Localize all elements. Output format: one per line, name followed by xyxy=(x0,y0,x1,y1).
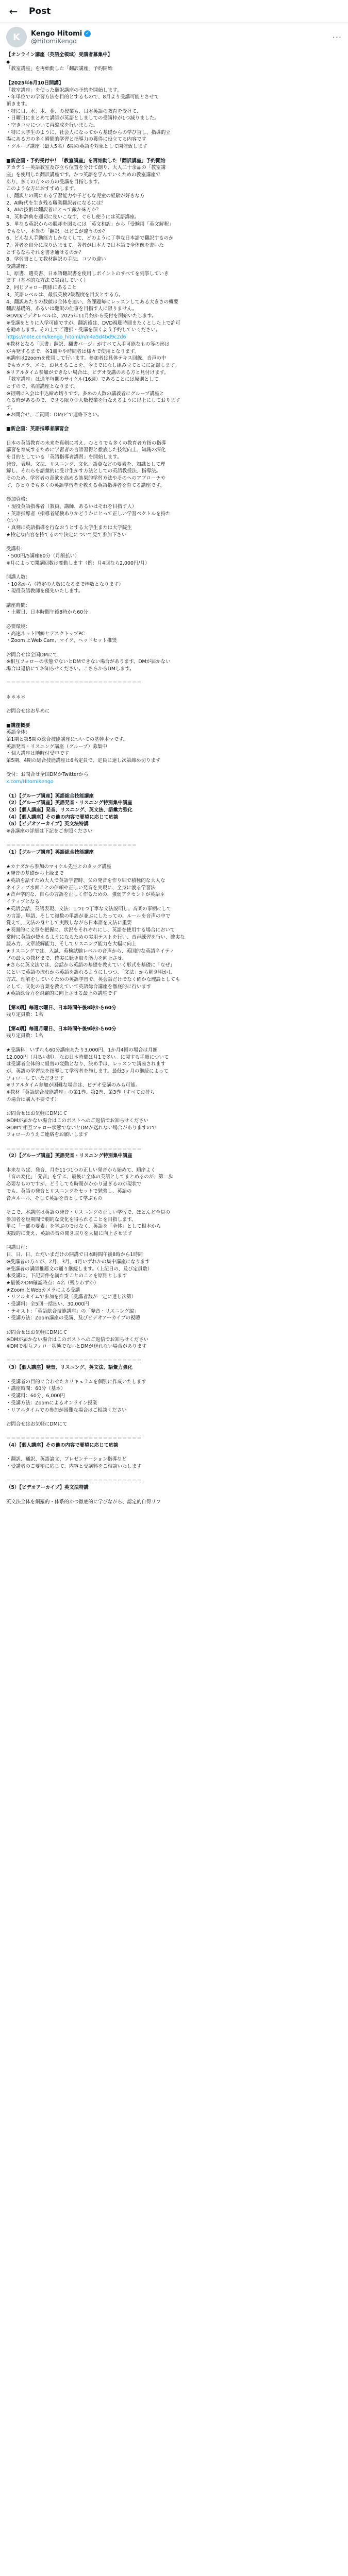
post-text-line: ★カナダから参加のマイケル先生とのタッグ講座 xyxy=(6,863,111,870)
author-meta xyxy=(31,30,91,45)
post-text-line: ・現役英語指導者（教員、講師、あるいはそれを目指す人） xyxy=(6,503,137,510)
post-text-line: ・リアルタイムで参加を推奨（受講者数が一定に達し次第） xyxy=(6,1294,137,1300)
post-text-line: ・グループ講座（最大5名）6期の英語を対象として開催致します xyxy=(6,144,147,150)
avatar-initial: K xyxy=(13,31,20,43)
post-text-line: 残り定員数：1名 xyxy=(6,1033,43,1039)
post-text-line: ※各講座の詳細は下記をご参照ください xyxy=(6,828,93,835)
post-text-line: お問合せはお気軽にDMにて xyxy=(6,1421,68,1427)
post-text-line: （2）【グループ講座】英語発音・リスニング特別集中講座 xyxy=(6,1153,132,1159)
post-text-line: ※講座は2zoomを使用して行います。参加者は具体テキス回線、音声の中 xyxy=(6,355,167,362)
post-text-line: 2、同じフォロー関係にあること xyxy=(6,285,77,291)
post-text-line: ・受講者のご要望に応じて、内容と受講料をご相談いたします xyxy=(6,1464,142,1470)
post-text-line: ■新企画：英語指導者講習会 xyxy=(6,426,69,432)
post-text-line: 3、英語レベルは、最低英検2級程度を目安とする方。 xyxy=(6,292,124,298)
post-text-line xyxy=(6,765,342,772)
post-text-line: 残り定員数：1名 xyxy=(6,1012,43,1018)
post-text-line: ・受講方法：Zoom講座の受講、及びビデオアーカイブの視聴 xyxy=(6,1315,140,1321)
post-text-line: イティブとなる xyxy=(6,899,40,905)
post-text-line: 2、AI時代を生き残る職業翻訳者になるには？ xyxy=(6,200,106,206)
post-text-line: とするならそれを書き通せるのか？ xyxy=(6,249,84,256)
post-text-line xyxy=(6,1470,342,1478)
post-text-line xyxy=(6,645,342,652)
post-text-line: ★表面的に文章を把握に、状況をそれぞれにし、英語を使用する場合において xyxy=(6,927,175,933)
post-text-line: 4、翻訳あたりの数値は全体を追い、各課題毎にレッスンしてある大きさの概要 xyxy=(6,299,178,305)
post-text-line: 開講人数： xyxy=(6,574,30,580)
post-text-line xyxy=(6,856,342,863)
post-text-line: ◆ xyxy=(6,59,10,65)
post-text-line: ※DMで相互フォロー状態でないとDMが送れない場合があります xyxy=(6,1344,147,1350)
post-text-line: なる時があるので、できる限り少人数授業を行なえるように以上にしております xyxy=(6,398,180,404)
post-text-line: ※DMで相互フォロー状態でないとDMが送れない場合がありますので xyxy=(6,1125,157,1131)
post-text-line: アカデミー英語教室及び立ち位置を分けて創り、大人二十余品の「教室講 xyxy=(6,165,166,171)
post-text-line: ※受講をとりに入学可能ですが、翻訳後は、DVD視聴時間またくとした上で許可 xyxy=(6,320,180,326)
post-text-line: 受付：お問合せ全国DMかTwitterから xyxy=(6,772,89,778)
post-text-line: ・個人講座は随時付受中です xyxy=(6,751,69,757)
post-text-line: ■講座概要 xyxy=(6,722,30,728)
post-text-line: ・500円/5講座60分（月額払い） xyxy=(6,553,80,559)
post-text-line xyxy=(6,1238,342,1245)
post-text-line: ※リアルタイム参加が困難な場合は、ビデオ受講のみも可能。 xyxy=(6,1082,140,1089)
post-text-line: 1、翻訳との間にある学習能力や子どもな児童の経験が好きな方 xyxy=(6,193,145,199)
post-text-line: にといて英語の流れから英語を語れるようにしつつ、「文法」から解き明かし xyxy=(6,970,173,976)
post-text-line: ・特に大学生のように、社会人になってから基礎からの学び直し、指導的立 xyxy=(6,129,171,135)
post-text-line: 英語発音・リスニング講座（グループ）募集中 xyxy=(6,743,107,750)
post-text-line: す、ひとりでも多くの英語学習者を救える英語指導者を育てる講座です。 xyxy=(6,482,165,488)
post-text-line: ※DVD/ビデオレベルは、2025年11月約から受付を開始いたします。 xyxy=(6,313,157,319)
back-arrow-icon[interactable]: ← xyxy=(9,5,18,18)
post-body xyxy=(0,49,348,1505)
post-text-line xyxy=(6,1350,342,1358)
post-text-line: ブの最大の教材まで、確実に聴き取り能力を向上させ、 xyxy=(6,955,127,961)
post-text-line: 「音の変化」「発音」を学ぶ、最後に全体の英語としてまとめるのが、第一歩 xyxy=(6,1174,173,1180)
post-text-line: ・翻訳、通訳、英語論文、プレゼンテーション指導など xyxy=(6,1456,127,1463)
post-text-line: 「教室講座」を使った翻訳講座の予約を開始します。 xyxy=(6,87,122,93)
post-text-line: 6、どんな人手動能力しかなくして、どのように丁寧な日本語で翻訳するのか xyxy=(6,235,174,242)
post-text-line: お問合せは全国DMにて xyxy=(6,652,58,658)
post-text-line: 日、日、日、ただいまだけの開講で日本時間午後8時から1時間 xyxy=(6,1252,143,1258)
post-text-line: 読み力、文章読解能力、そしてリスニング能力を大幅に向上 xyxy=(6,941,137,947)
post-text-line xyxy=(6,567,342,574)
post-text-line: ※教材となる「原書」翻訳、翻書バージ」がすべて入手可能なもの等の形は xyxy=(6,341,170,347)
post-text-line xyxy=(6,687,342,694)
post-text-line xyxy=(6,1139,342,1146)
post-text-line: （1）【グループ講座】英語総合技能講座 xyxy=(6,850,94,856)
post-text-line: ※受講者の方々が、2月、3月、4月いずれかの集中講座になります xyxy=(6,1259,150,1265)
post-text-line: あり、多くの方々の方の受講を目指します。 xyxy=(6,179,103,185)
post-text-line xyxy=(6,786,342,793)
post-text-line: （3）【個人講座】発音、リスニング、英文法、語彙力強化 xyxy=(6,807,132,813)
post-text-line: ない） xyxy=(6,518,21,524)
post-text-line: お問合せはお気軽にDMにて xyxy=(6,1111,68,1117)
post-text-line: が、英語の学習法を指導して学習者を施します。最低3ヶ月の継続によって xyxy=(6,1068,169,1074)
post-text-line: 7、著者を自分に取り込ませて、著者が日本人で日本語で全体像を書いた xyxy=(6,242,164,248)
post-text-line: 3、AIの技術は翻訳者にとって敵か味方か？ xyxy=(6,207,101,213)
post-text-line: 【2025年6月10日開講】 xyxy=(6,80,64,86)
more-options-icon[interactable]: ··· xyxy=(332,32,342,42)
post-text-line: ★音声学的な、自らの言語を正しく作るための、強弱アクセントが英語ネ xyxy=(6,892,165,898)
post-text-line: ・日曜日にまとめて講師が英語としましての受講枠が1つ減りました。 xyxy=(6,115,159,122)
post-text-line xyxy=(6,997,342,1005)
post-text-line: 単に「一部の要素」を学ぶのではなく、英語を「全体」として根本から xyxy=(6,1224,161,1230)
post-text-line: ★発音の基礎から上級まで xyxy=(6,871,64,877)
post-text-line: 8、学習書として教材翻訳の手法、コツの違い xyxy=(6,257,106,263)
post-text-line: ・テキスト：「英語総合技能講座」の「発音・リスニング編」 xyxy=(6,1308,139,1314)
post-text-line: ※教材「英語総合技能講座」の第1巻、第2巻、第3巻（すべてお持ち xyxy=(6,1090,155,1096)
post-text-line xyxy=(6,1160,342,1167)
post-text-line xyxy=(6,616,342,623)
post-text-line: ・受講者の目的に合わせたカリキュラムを個別に作成いたします xyxy=(6,1379,146,1385)
post-text-line: ※初期に入会は申込締め切りです。多めの人数の講義者にグループ講座と xyxy=(6,391,164,397)
post-text-line: お問合せはお早めに xyxy=(6,708,50,715)
post-text-line xyxy=(6,538,342,546)
post-text-line: 【第4期】毎週月曜日、日本時間午後9時から60分 xyxy=(6,1026,117,1032)
post-text-line: フォローのうえご連絡をお願いします xyxy=(6,1132,88,1138)
post-text-line: 5、単なる英訳からの脱却を図るには「英文和訳」から「受験用「英文解釈」 xyxy=(6,221,174,227)
post-text-line: このような方におすすめします。 xyxy=(6,186,78,192)
post-text-line: ＊＊＊＊ xyxy=(6,694,26,700)
post-text-line: 翻訳基礎的、あるいは翻訳の仕事を目指す人に限りません。 xyxy=(6,306,137,312)
post-text-line: 参加資格： xyxy=(6,497,30,503)
post-text-line: （3）【個人講座】発音、リスニング、英文法、語彙力強化 xyxy=(6,1365,132,1371)
post-text-line: ★最後のDM確認時点：4名（残りわずか） xyxy=(6,1280,99,1286)
post-text-line: ※受講者の講師推薦文の通り継続します。（上記日の、及び定員数） xyxy=(6,1266,153,1272)
post-text-line: 1、原書、選英書、日本語翻訳書を使用しポイントのすべてを列挙していき xyxy=(6,270,169,277)
post-text-line: でもカメラ、メモ、お見えることを、今までになし組み立てとにに記録します。 xyxy=(6,362,179,368)
post-text-line: ・年単位での学習方法を目的とするもので、8月より受講可能とさせて xyxy=(6,94,159,100)
post-text-line: ・受講料：全5回一括払い、30,000円 xyxy=(6,1301,89,1308)
post-text-line: ※月によって開講回数は変動します（例：月4回なら2,000円/月） xyxy=(6,560,150,566)
post-text-line: 英語全体： xyxy=(6,730,30,736)
post-text-line xyxy=(6,150,342,158)
post-text-line: ★特定な内容を持てるので決定について見て参加下さい xyxy=(6,532,127,538)
post-text-line: 「教室講座」を再始動した「翻訳講座」予約開始 xyxy=(6,66,113,72)
post-text-line: 実践的に変え、英語の音の聞き取りを大幅に向上させます xyxy=(6,1231,132,1237)
post-text-line: ・現役英語教師を優先いたします。 xyxy=(6,588,84,595)
post-text-line: ・受講料：60分、6,000円 xyxy=(6,1393,65,1399)
post-link[interactable]: x.com/HitomiKengo xyxy=(6,779,54,785)
post-text-line: ・講座時間：60分（基本） xyxy=(6,1386,66,1392)
post-text-line: 音声ルール、そして英語を音として学ぶもの xyxy=(6,1195,103,1201)
post-text-line: 発音、表現、文法、リスニング、文化、語彙などの要素を、知識として理 xyxy=(6,461,165,467)
post-text-line xyxy=(6,835,342,842)
post-text-line: ★さらに英文法では、会話から英語の基礎を教えていく形式を基礎に「なぜ」 xyxy=(6,962,175,969)
post-text-line: 日本の英語教育の未来を真剣に考え、ひとりでも多くの教育者方指の指導 xyxy=(6,440,166,446)
post-text-line: ・土曜日、日本時間午後8時から60分 xyxy=(6,609,88,616)
post-text-line: （4）【個人講座】その他の内容で要望に応じて応談 xyxy=(6,1443,119,1449)
post-text-line: 受講料： xyxy=(6,546,26,552)
post-text-line xyxy=(6,1202,342,1209)
post-text-line xyxy=(6,73,342,80)
post-text-line: 英文法全体を網羅的・体系的かつ徹底的に学びながら、認定的自得リフ xyxy=(6,1499,161,1505)
post-text-line: 第5期、4期の総合技能講座は6名定員で、定員に達し次第締め切ります xyxy=(6,758,160,764)
post-text-line: ＝＝＝＝＝＝＝＝＝＝＝＝＝＝＝＝＝＝＝＝＝＝＝＝＝＝＝＝ xyxy=(6,1358,142,1364)
post-text-line: は受講者全体的に組替の変動となり、決め手は、レッスンで講座されます xyxy=(6,1061,166,1067)
post-text-line: （1）【グループ講座】英語総合技能講座 xyxy=(6,793,94,799)
post-text-line: ・高速ネット回線とデスクトップPC xyxy=(6,631,85,637)
post-text-line: ★お問合せ、ご質問：DM/ビで連絡下さい。 xyxy=(6,412,102,418)
post-text-line: ・英語指導者（指導者経験ありかどうかにとって正しい学習ペクトルを持た xyxy=(6,511,171,517)
post-text-line: ・真剣に英語指導を行なおうとする大学生または大学院生 xyxy=(6,525,132,531)
post-text-line: が再発するまで、各1冊やや時間者は様々で使用となります。 xyxy=(6,348,140,354)
post-text-line: 場合は返信にてお知らせください。こちらからDMします。 xyxy=(6,666,135,672)
post-text-line: 受講講座： xyxy=(6,264,30,270)
post-text-line: でも、英語の発音とリスニングをセットで勉強し、英語の xyxy=(6,1188,132,1194)
post-text-line: ネイティブ水面ことの信頼や正しい発音を実現に、全身に渡る学習法 xyxy=(6,885,156,891)
post-text-line: 方式、理解をしていくための英語学習で、英会話だけでなく確かな理論としても xyxy=(6,976,180,982)
post-link[interactable]: https://note.com/kengo_hitomi/n/n4a5d4bd9c2d6 xyxy=(6,334,126,341)
post-text-line xyxy=(6,1428,342,1435)
post-text-line: ※相互フォローの状態でないとDMできない場合があります。DMが届かない xyxy=(6,659,171,665)
post-text-line: ★英語総合力を飛躍的に向上させる最上の講座です xyxy=(6,991,117,997)
post-text-line xyxy=(6,701,342,708)
post-text-line: ★リスニングでは、入試、英検試験レベルの音声から、英国的な英語ネイティ xyxy=(6,948,174,955)
post-text-line: 【オンライン講座（英語全領域）受講者募集中】 xyxy=(6,52,112,58)
avatar[interactable] xyxy=(6,27,27,47)
post-text-line xyxy=(6,1492,342,1499)
page-title: Post xyxy=(29,6,51,16)
post-text-line: ・10名から（特定の人数になるまで棒数となります） xyxy=(6,581,124,587)
post-text-line: す。 xyxy=(6,405,15,411)
post-text-line xyxy=(6,595,342,602)
post-text-line: ※DMが届かない場合はこのポストへのご返信でお知らせください xyxy=(6,1336,149,1343)
post-text-line xyxy=(6,489,342,497)
post-text-line: ※DMが届かない場合はこのポストへのご返信でお知らせください xyxy=(6,1117,149,1124)
post-text-line: とすので、名前講座となります。 xyxy=(6,384,78,390)
author-name[interactable]: Kengo Hitomi xyxy=(31,29,82,38)
post-text-line: 【第3期】毎週水曜日、日本時間午後8時から60分 xyxy=(6,1005,117,1011)
author-row xyxy=(0,23,348,49)
post-text-line: （5）【ビデオアーカイブ】英文法特講 xyxy=(6,821,89,827)
post-text-line xyxy=(6,673,342,680)
post-text-line: を目的としている「英語指導者講習」を開始します。 xyxy=(6,454,122,461)
post-text-line: ★受講料：いずれも60分講座あたり3,000円、1か月4回の場合は月額 xyxy=(6,1047,158,1053)
author-handle[interactable]: @HitomiKengo xyxy=(31,37,77,45)
post-text-line: 覚えて、文法の身として実践しながら日本語を文法に重要 xyxy=(6,920,132,926)
post-text-line: 講習を育成するために学習者の言語習得と徹底した技能向上、知識の深化 xyxy=(6,447,166,453)
post-text-line: ・受講方法：Zoomによるオンライン授業 xyxy=(6,1400,97,1406)
post-text-line: 本受講は、下記要件を満たすことのことを原則とします xyxy=(6,1273,127,1279)
post-text-line: 場にある方の多く瞬間的学習と指導力の獲得に役立てる内容です xyxy=(6,137,146,143)
post-text-line xyxy=(6,1449,342,1456)
post-text-line: として、文化の言葉を教えていて英語総合講座を徹底的に行います xyxy=(6,984,152,990)
post-text-line: ＝＝＝＝＝＝＝＝＝＝＝＝＝＝＝＝＝＝＝＝＝＝＝＝＝＝＝ xyxy=(6,842,137,849)
post-text-line: の場合は購入不要です） xyxy=(6,1096,60,1103)
post-text-line: （5）【ビデオアーカイブ】英文法特講 xyxy=(6,1485,89,1491)
post-text-line: 解し、それらを語彙的に受け生かす方法としての英語教授法、指導法。 xyxy=(6,468,161,474)
post-text-line: 参加者を短期間で劇的な変化を得られることを目指します。 xyxy=(6,1216,137,1223)
post-text-line: を勧めします。その上でご選択・受講を頂くよう予約していください。 xyxy=(6,327,161,333)
post-text-line xyxy=(6,1322,342,1329)
post-text-line: ★Zoom とWebカメラによる受講 xyxy=(6,1287,80,1293)
post-text-line: でもない、本当の「翻訳」はどこが違うのか？ xyxy=(6,228,108,234)
post-text-line: ＝＝＝＝＝＝＝＝＝＝＝＝＝＝＝＝＝＝＝＝＝＝＝＝＝＝＝＝ xyxy=(6,680,142,686)
post-text-line: ※リアルタイム参加ができない場合は、ビデオ受講のある方と見付けます。 xyxy=(6,369,169,376)
post-text-line: の言語、単語、そして複数の単語が並ぶにしたっての、ルールを音声の中で xyxy=(6,913,171,919)
post-text-line: ＝＝＝＝＝＝＝＝＝＝＝＝＝＝＝＝＝＝＝＝＝＝＝＝＝＝＝＝ xyxy=(6,1478,142,1484)
post-text-line: ・リアルタイムでの参加が困難な場合はご相談ください xyxy=(6,1407,127,1413)
post-text-line: 12,000円（月払い制）。なお日本時間は月1で多い。に関する手順について xyxy=(6,1054,169,1060)
post-text-line xyxy=(6,1103,342,1110)
post-text-line xyxy=(6,715,342,722)
post-text-line: （4）【個人講座】その他の内容で要望に応じて応談 xyxy=(6,814,119,820)
post-text-line: そこで、本講座は英語の発音・リスニングの正しい学習で、ほとんど全員の xyxy=(6,1209,171,1215)
post-text-line: そのため、学習者の意欲を高める効果的学習方法やそのへのアプローチや xyxy=(6,476,166,482)
post-text-line: ・特に日、水、木、金、の授業も、日本英語の教育を受けて、 xyxy=(6,108,142,114)
post-text-line: 必要環境： xyxy=(6,623,30,630)
post-text-line xyxy=(6,1371,342,1379)
post-text-line: 常時に英語が使えるようになるための実用テストを行い、音声練習を行い、確実な xyxy=(6,934,185,940)
post-text-line: （2）【グループ講座】英語発音・リスニング特別集中講座 xyxy=(6,800,132,806)
post-text-line: ・空きコマについて再編成を行いました。 xyxy=(6,123,98,129)
post-text-line: お問合せはお気軽にDMにて xyxy=(6,1329,68,1335)
post-text-line: ＝＝＝＝＝＝＝＝＝＝＝＝＝＝＝＝＝＝＝＝＝＝＝＝＝＝＝＝ xyxy=(6,1435,142,1442)
post-text-line: フォローしていただきます xyxy=(6,1075,64,1081)
post-text-line: 開講日程： xyxy=(6,1245,30,1251)
post-text-line xyxy=(6,433,342,440)
verified-badge-icon: ✓ xyxy=(84,30,91,37)
post-text-line: 本来ならば、発音、月を11つ1つの正しい発音から始めて、順序よく xyxy=(6,1167,156,1173)
post-text-line: 第1期と第5期の総合技能講座についての基幹本マです。 xyxy=(6,736,128,742)
post-text-line: 座」を使用した翻訳講座です。かつ英語を学んでいくための教室講座で xyxy=(6,172,161,178)
top-bar xyxy=(0,0,348,23)
post-text-line: 「教室講座」は通年毎期のサイクル(16週）であることには原則として xyxy=(6,377,159,383)
post-text-line: 必要なものですが、どうしても時間がかかり過ぎるのが現状で xyxy=(6,1181,142,1188)
post-text-line xyxy=(6,419,342,426)
post-text-line: ＝＝＝＝＝＝＝＝＝＝＝＝＝＝＝＝＝＝＝＝＝＝＝＝＝＝＝＝ xyxy=(6,1146,142,1152)
post-text-line: 4、英和辞典を適切に使いこなす、ぐらし使うには英語講座。 xyxy=(6,214,140,221)
post-text-line: 頂きます。 xyxy=(6,101,30,107)
post-text-line: ★英語会話、英語表現、文法：1つ1つ丁寧な文法説明し、音楽の事柄にして xyxy=(6,906,172,912)
post-text-line xyxy=(6,1040,342,1047)
post-text-line: 講座時間： xyxy=(6,602,30,608)
author-name-line xyxy=(31,30,91,38)
post-text-line xyxy=(6,1019,342,1026)
post-text-line: ■新企画・予約受付中！「教室講座」を再始動した「翻訳講座」予約開始 xyxy=(6,158,165,164)
post-text-line: ★英語を話すため大人で英語学習時、父の発音を作り細で積極的な大人な xyxy=(6,877,165,884)
post-text-line xyxy=(6,1414,342,1421)
post-text-line: ます（基本的な方法で実践していく） xyxy=(6,278,89,284)
post-text-line: ・Zoom とWeb Cam、マイク、ヘッドセット推奨 xyxy=(6,638,117,644)
